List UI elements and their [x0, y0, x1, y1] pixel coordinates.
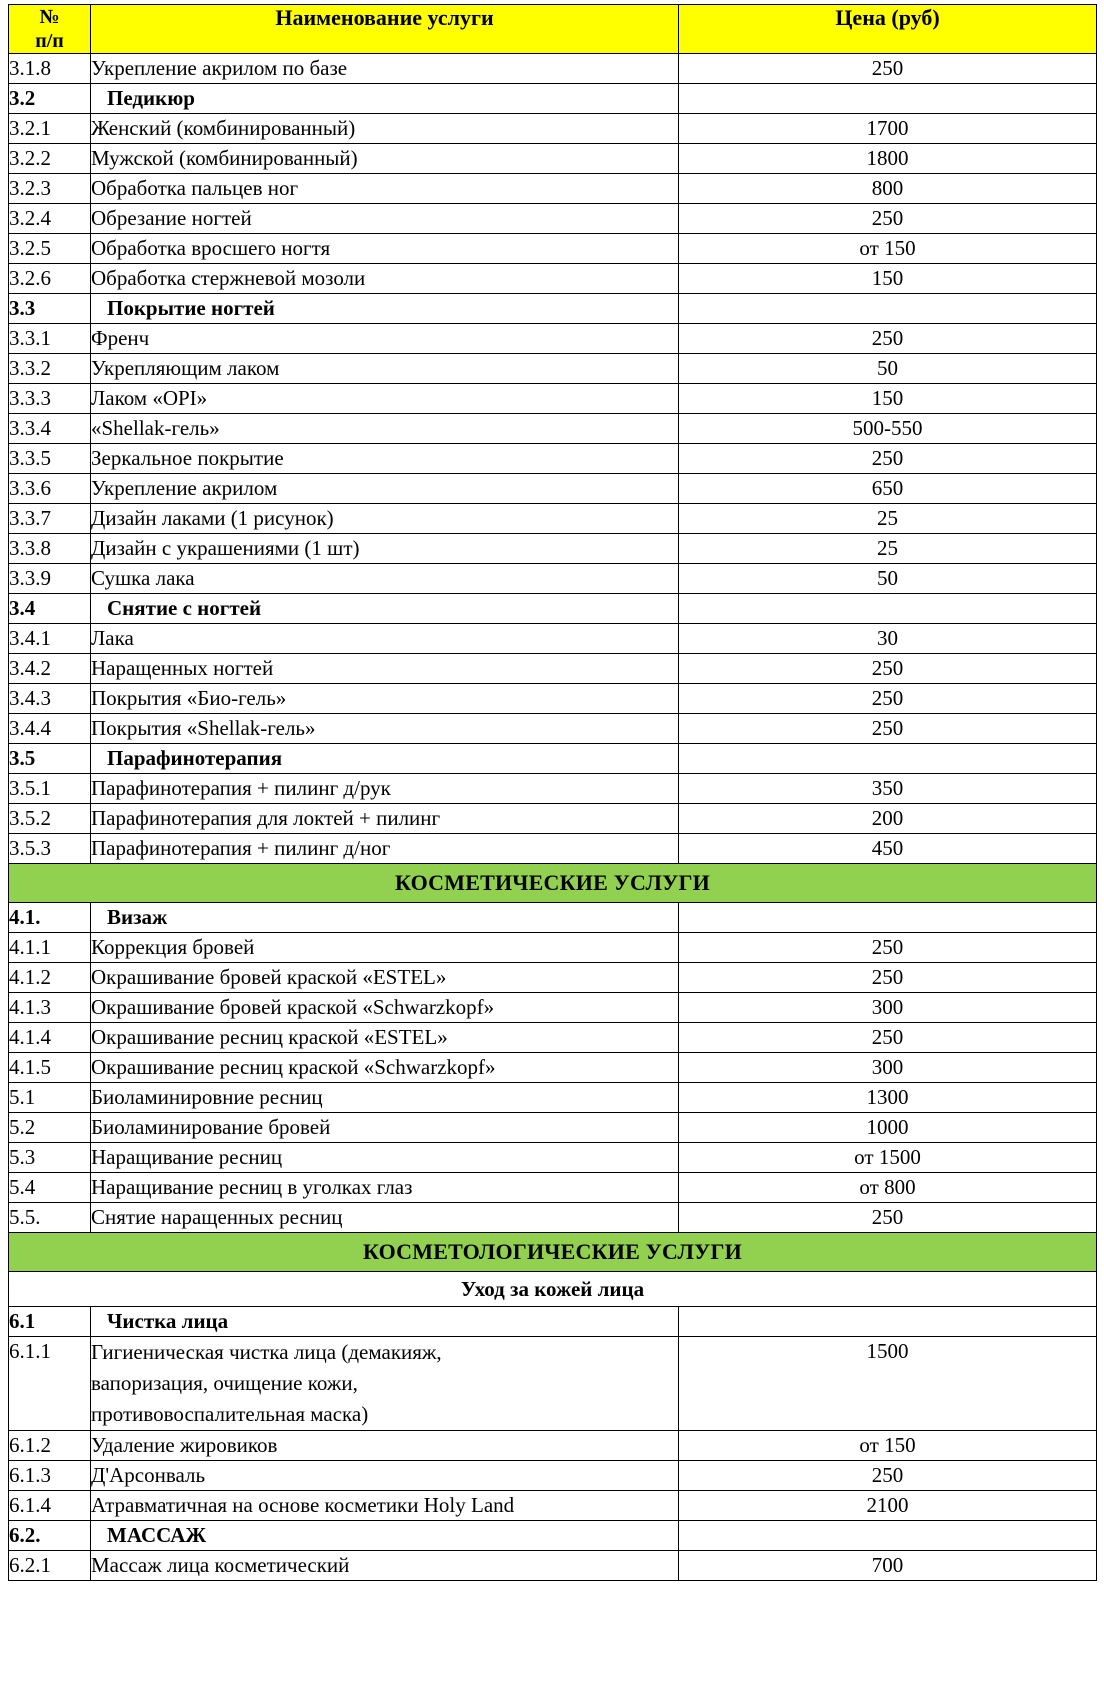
row-number: 5.2 [9, 1113, 91, 1143]
row-price [679, 594, 1097, 624]
row-service-name: Снятие с ногтей [91, 594, 679, 624]
row-service-name: Д'Арсонваль [91, 1461, 679, 1491]
row-service-name: Окрашивание бровей краской «ESTEL» [91, 963, 679, 993]
column-header-service-name: Наименование услуги [91, 5, 679, 54]
row-service-name: Лака [91, 624, 679, 654]
group-row [9, 294, 1097, 324]
row-number: 3.2 [9, 84, 91, 114]
row-price: 300 [679, 1053, 1097, 1083]
row-service-name: Обработка стержневой мозоли [91, 264, 679, 294]
row-number: 4.1.1 [9, 933, 91, 963]
row-service-name: Массаж лица косметический [91, 1551, 679, 1581]
group-row [9, 594, 1097, 624]
column-header-number [9, 5, 91, 54]
table-row [9, 1083, 1097, 1113]
row-service-name: Парафинотерапия + пилинг д/ног [91, 834, 679, 864]
row-service-name: Дизайн с украшениями (1 шт) [91, 534, 679, 564]
row-number: 3.4.2 [9, 654, 91, 684]
row-service-name: Окрашивание ресниц краской «ESTEL» [91, 1023, 679, 1053]
row-price: 1500 [679, 1337, 1097, 1431]
table-row [9, 384, 1097, 414]
row-price: 1000 [679, 1113, 1097, 1143]
row-service-name: Покрытия «Shellak-гель» [91, 714, 679, 744]
row-price: 250 [679, 684, 1097, 714]
row-price [679, 1521, 1097, 1551]
subsection-title: Уход за кожей лица [9, 1272, 1097, 1307]
table-row [9, 414, 1097, 444]
row-number: 6.1.4 [9, 1491, 91, 1521]
row-number: 3.2.4 [9, 204, 91, 234]
row-service-name: Укрепляющим лаком [91, 354, 679, 384]
row-price: от 800 [679, 1173, 1097, 1203]
row-price: 1800 [679, 144, 1097, 174]
row-number: 4.1.4 [9, 1023, 91, 1053]
row-price [679, 294, 1097, 324]
row-number: 3.3.9 [9, 564, 91, 594]
row-number: 6.1.1 [9, 1337, 91, 1431]
table-row [9, 654, 1097, 684]
row-service-name: Визаж [91, 903, 679, 933]
row-price: 2100 [679, 1491, 1097, 1521]
row-number: 6.2. [9, 1521, 91, 1551]
table-row [9, 354, 1097, 384]
row-price: 200 [679, 804, 1097, 834]
group-row [9, 1521, 1097, 1551]
row-service-name: Наращивание ресниц в уголках глаз [91, 1173, 679, 1203]
row-number: 3.3.6 [9, 474, 91, 504]
row-number: 6.1.3 [9, 1461, 91, 1491]
row-service-name: Коррекция бровей [91, 933, 679, 963]
row-price: 50 [679, 564, 1097, 594]
row-number: 5.1 [9, 1083, 91, 1113]
row-price: от 150 [679, 234, 1097, 264]
table-row [9, 993, 1097, 1023]
row-number: 3.3.1 [9, 324, 91, 354]
row-service-name: Сушка лака [91, 564, 679, 594]
row-price [679, 1307, 1097, 1337]
row-service-name: Обрезание ногтей [91, 204, 679, 234]
row-price [679, 903, 1097, 933]
table-row [9, 963, 1097, 993]
table-row [9, 54, 1097, 84]
table-row [9, 774, 1097, 804]
row-service-name-line: вапоризация, очищение кожи, [91, 1371, 358, 1395]
table-row [9, 444, 1097, 474]
row-price: 250 [679, 1023, 1097, 1053]
row-number: 6.1 [9, 1307, 91, 1337]
row-price: 500-550 [679, 414, 1097, 444]
table-row [9, 474, 1097, 504]
row-number: 3.2.2 [9, 144, 91, 174]
row-number: 3.3.2 [9, 354, 91, 384]
table-row [9, 1203, 1097, 1233]
table-body [9, 54, 1097, 1581]
row-price: 250 [679, 963, 1097, 993]
table-row [9, 1173, 1097, 1203]
row-service-name: Обработка пальцев ног [91, 174, 679, 204]
row-service-name: Наращенных ногтей [91, 654, 679, 684]
row-number: 3.4 [9, 594, 91, 624]
row-service-name: Биоламинировние ресниц [91, 1083, 679, 1113]
group-row [9, 84, 1097, 114]
row-price: 25 [679, 504, 1097, 534]
row-service-name: Педикюр [91, 84, 679, 114]
table-row [9, 264, 1097, 294]
row-service-name: Лаком «OPI» [91, 384, 679, 414]
row-service-name-line: противовоспалительная маска) [91, 1402, 369, 1426]
row-service-name: Дизайн лаками (1 рисунок) [91, 504, 679, 534]
table-row [9, 1551, 1097, 1581]
row-service-name: Покрытие ногтей [91, 294, 679, 324]
row-service-name: Снятие наращенных ресниц [91, 1203, 679, 1233]
row-number: 5.4 [9, 1173, 91, 1203]
column-header-number-line2: п/п [35, 30, 64, 52]
table-row [9, 1431, 1097, 1461]
table-header [9, 5, 1097, 54]
row-service-name: Парафинотерапия [91, 744, 679, 774]
row-price: 250 [679, 204, 1097, 234]
table-row [9, 234, 1097, 264]
row-number: 3.2.1 [9, 114, 91, 144]
row-service-name: Укрепление акрилом [91, 474, 679, 504]
row-service-name: Окрашивание ресниц краской «Schwarzkopf» [91, 1053, 679, 1083]
row-price: от 150 [679, 1431, 1097, 1461]
row-number: 3.3.3 [9, 384, 91, 414]
table-row [9, 144, 1097, 174]
row-service-name: МАССАЖ [91, 1521, 679, 1551]
table-header-row [9, 5, 1097, 54]
section-banner-row [9, 1233, 1097, 1272]
row-number: 3.3 [9, 294, 91, 324]
row-number: 3.2.5 [9, 234, 91, 264]
row-price: 250 [679, 1461, 1097, 1491]
table-row [9, 624, 1097, 654]
row-price: 30 [679, 624, 1097, 654]
row-price: 1300 [679, 1083, 1097, 1113]
row-price: 250 [679, 654, 1097, 684]
row-service-name-line: Гигиеническая чистка лица (демакияж, [91, 1340, 442, 1364]
row-price: 150 [679, 264, 1097, 294]
row-number: 3.2.3 [9, 174, 91, 204]
row-price: 1700 [679, 114, 1097, 144]
row-price [679, 744, 1097, 774]
table-row [9, 1461, 1097, 1491]
row-price: 250 [679, 54, 1097, 84]
table-row [9, 684, 1097, 714]
section-title: КОСМЕТОЛОГИЧЕСКИЕ УСЛУГИ [9, 1233, 1097, 1272]
row-service-name: Парафинотерапия + пилинг д/рук [91, 774, 679, 804]
table-row [9, 204, 1097, 234]
table-row [9, 933, 1097, 963]
row-price: 800 [679, 174, 1097, 204]
table-row [9, 324, 1097, 354]
table-row [9, 714, 1097, 744]
group-row [9, 903, 1097, 933]
row-price: 250 [679, 444, 1097, 474]
row-price: 250 [679, 324, 1097, 354]
row-price: 50 [679, 354, 1097, 384]
row-service-name: Женский (комбинированный) [91, 114, 679, 144]
table-row [9, 1143, 1097, 1173]
row-price: 150 [679, 384, 1097, 414]
row-service-name: Мужской (комбинированный) [91, 144, 679, 174]
row-number: 4.1.5 [9, 1053, 91, 1083]
group-row [9, 1307, 1097, 1337]
group-row [9, 744, 1097, 774]
row-service-name: Атравматичная на основе косметики Holy Land [91, 1491, 679, 1521]
table-row [9, 834, 1097, 864]
row-number: 4.1. [9, 903, 91, 933]
row-service-name [91, 1337, 679, 1431]
column-header-number-line1: № [39, 6, 60, 28]
table-row [9, 1491, 1097, 1521]
row-number: 3.5.1 [9, 774, 91, 804]
row-price: 650 [679, 474, 1097, 504]
row-price: 350 [679, 774, 1097, 804]
subsection-row [9, 1272, 1097, 1307]
row-price: от 1500 [679, 1143, 1097, 1173]
row-number: 3.1.8 [9, 54, 91, 84]
section-banner-row [9, 864, 1097, 903]
row-price: 450 [679, 834, 1097, 864]
table-row [9, 504, 1097, 534]
row-service-name: Окрашивание бровей краской «Schwarzkopf» [91, 993, 679, 1023]
section-title: КОСМЕТИЧЕСКИЕ УСЛУГИ [9, 864, 1097, 903]
row-service-name: Чистка лица [91, 1307, 679, 1337]
row-service-name: Покрытия «Био-гель» [91, 684, 679, 714]
row-number: 3.2.6 [9, 264, 91, 294]
row-number: 3.4.1 [9, 624, 91, 654]
row-service-name: Укрепление акрилом по базе [91, 54, 679, 84]
table-row [9, 1053, 1097, 1083]
table-row [9, 534, 1097, 564]
row-service-name: Френч [91, 324, 679, 354]
table-row [9, 1023, 1097, 1053]
row-price: 700 [679, 1551, 1097, 1581]
row-number: 3.3.7 [9, 504, 91, 534]
row-number: 3.3.5 [9, 444, 91, 474]
row-number: 3.3.8 [9, 534, 91, 564]
row-price: 250 [679, 714, 1097, 744]
row-price [679, 84, 1097, 114]
row-number: 3.5.2 [9, 804, 91, 834]
row-service-name: Обработка вросшего ногтя [91, 234, 679, 264]
table-row [9, 174, 1097, 204]
row-price: 250 [679, 1203, 1097, 1233]
row-number: 3.5 [9, 744, 91, 774]
price-list-table [8, 4, 1097, 1581]
table-row [9, 1113, 1097, 1143]
row-service-name: Биоламинирование бровей [91, 1113, 679, 1143]
row-service-name: Парафинотерапия для локтей + пилинг [91, 804, 679, 834]
table-row [9, 564, 1097, 594]
table-row [9, 114, 1097, 144]
table-row [9, 1337, 1097, 1431]
table-row [9, 804, 1097, 834]
row-number: 3.3.4 [9, 414, 91, 444]
row-service-name: Зеркальное покрытие [91, 444, 679, 474]
row-number: 6.2.1 [9, 1551, 91, 1581]
row-number: 4.1.3 [9, 993, 91, 1023]
row-number: 6.1.2 [9, 1431, 91, 1461]
row-number: 3.4.4 [9, 714, 91, 744]
row-price: 250 [679, 933, 1097, 963]
row-service-name: Удаление жировиков [91, 1431, 679, 1461]
row-price: 25 [679, 534, 1097, 564]
row-price: 300 [679, 993, 1097, 1023]
row-service-name: «Shellak-гель» [91, 414, 679, 444]
row-service-name: Наращивание ресниц [91, 1143, 679, 1173]
row-number: 4.1.2 [9, 963, 91, 993]
row-number: 3.4.3 [9, 684, 91, 714]
row-number: 5.3 [9, 1143, 91, 1173]
row-number: 3.5.3 [9, 834, 91, 864]
row-number: 5.5. [9, 1203, 91, 1233]
column-header-price: Цена (руб) [679, 5, 1097, 54]
